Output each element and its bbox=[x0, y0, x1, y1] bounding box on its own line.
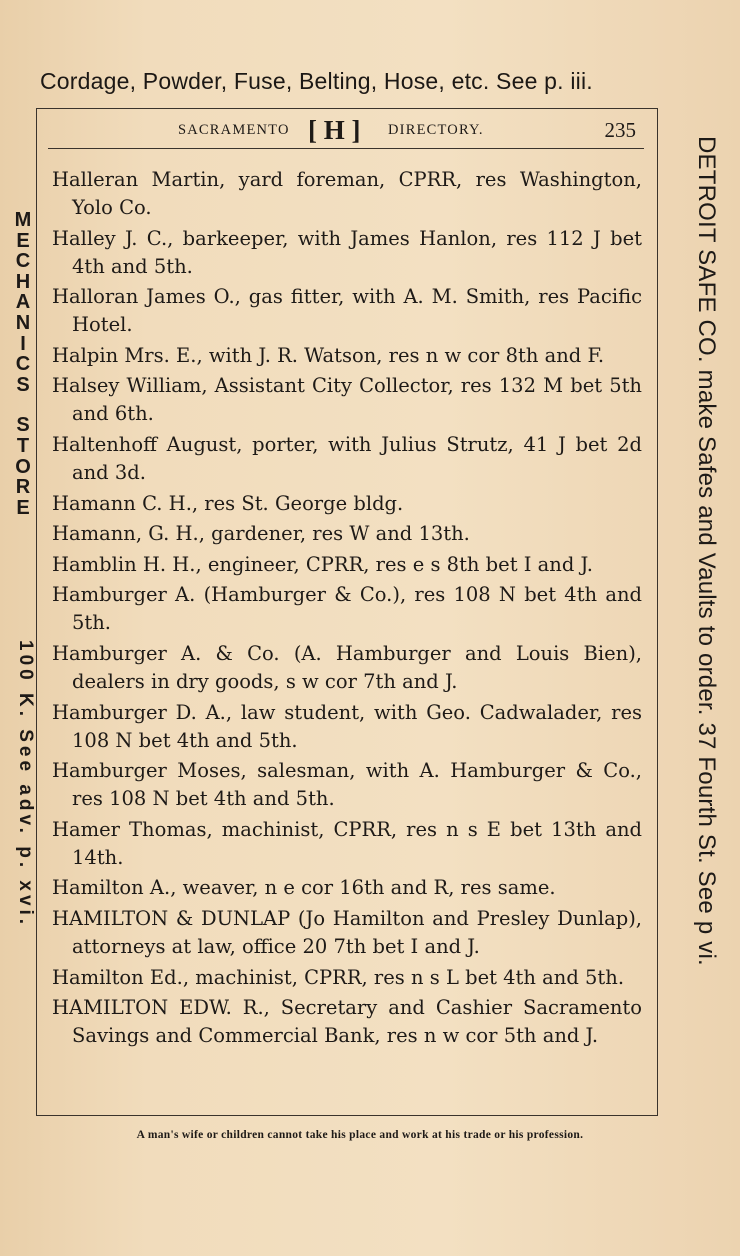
directory-entry: Hamburger A. (Hamburger & Co.), res 108 N bet 4th and 5th. bbox=[52, 583, 642, 635]
left-ad-letter: C bbox=[15, 353, 31, 376]
top-advertisement: Cordage, Powder, Fuse, Belting, Hose, etc. See p. iii. bbox=[40, 68, 593, 94]
left-margin-advertisement-rotated: 100 K. See adv. p. xvi. bbox=[15, 640, 36, 929]
left-ad-letter: I bbox=[20, 332, 26, 355]
directory-entry: HAMILTON & DUNLAP (Jo Hamilton and Presley Dunlap), attorneys at law, office 20 7th bet I and J. bbox=[52, 906, 642, 958]
directory-entry: Hamburger A. & Co. (A. Hamburger and Louis Bien), dealers in dry goods, s w cor 7th and J. bbox=[52, 641, 642, 693]
directory-entry: Hamburger Moses, salesman, with A. Hamburger & Co., res 108 N bet 4th and 5th. bbox=[52, 759, 642, 811]
left-ad-letter: S bbox=[16, 373, 30, 396]
left-ad-letter: T bbox=[16, 434, 30, 457]
page-number: 235 bbox=[604, 118, 636, 142]
footer-motto: A man's wife or children cannot take his place and work at his trade or his profession. bbox=[136, 1129, 584, 1141]
directory-entry: HAMILTON EDW. R., Secretary and Cashier Sacramento Savings and Commercial Bank, res n w cor 5th and J. bbox=[52, 996, 642, 1048]
left-ad-letter bbox=[6, 395, 40, 415]
directory-entry: Hamer Thomas, machinist, CPRR, res n s E bet 13th and 14th. bbox=[52, 817, 642, 869]
header-city: SACRAMENTO bbox=[178, 122, 290, 138]
directory-entry: Hamblin H. H., engineer, CPRR, res e s 8th bet I and J. bbox=[52, 552, 594, 576]
directory-entry: Halleran Martin, yard foreman, CPRR, res Washington, Yolo Co. bbox=[52, 168, 642, 219]
directory-entry: Halpin Mrs. E., with J. R. Watson, res n w cor 8th and F. bbox=[52, 343, 605, 367]
directory-entry: Hamann, G. H., gardener, res W and 13th. bbox=[52, 522, 470, 546]
left-ad-letter: S bbox=[16, 414, 30, 437]
header-letter: [ H ] bbox=[308, 115, 361, 145]
left-ad-letter: E bbox=[16, 229, 30, 252]
left-ad-letter: O bbox=[15, 455, 31, 478]
directory-entries bbox=[52, 166, 642, 1053]
left-ad-letter: R bbox=[15, 476, 31, 499]
directory-entry: Hamann C. H., res St. George bldg. bbox=[52, 491, 404, 515]
left-ad-letter: A bbox=[15, 291, 31, 314]
left-margin-advertisement bbox=[6, 210, 40, 518]
right-margin-advertisement: DETROIT SAFE CO. make Safes and Vaults to order. 37 Fourth St. See p vi. bbox=[693, 136, 720, 966]
directory-entry: Hamilton Ed., machinist, CPRR, res n s L bet 4th and 5th. bbox=[52, 965, 625, 989]
left-ad-letter: M bbox=[14, 209, 32, 231]
left-ad-letter: N bbox=[15, 311, 31, 334]
left-ad-letter: C bbox=[15, 250, 31, 273]
directory-entry: Halley J. C., barkeeper, with James Hanlon, res 112 J bet 4th and 5th. bbox=[52, 226, 642, 278]
directory-entry: Halloran James O., gas fitter, with A. M. Smith, res Pacific Hotel. bbox=[52, 285, 642, 337]
left-ad-letter: H bbox=[15, 270, 31, 293]
left-ad-letter: E bbox=[16, 496, 30, 519]
directory-entry: Hamburger D. A., law student, with Geo. Cadwalader, res 108 N bet 4th and 5th. bbox=[52, 700, 642, 752]
directory-entry: Hamilton A., weaver, n e cor 16th and R, res same. bbox=[52, 876, 556, 900]
running-header bbox=[48, 115, 644, 149]
directory-entry: Halsey William, Assistant City Collector, res 132 M bet 5th and 6th. bbox=[52, 374, 642, 426]
header-title: DIRECTORY. bbox=[388, 122, 484, 138]
directory-entry: Haltenhoff August, porter, with Julius Strutz, 41 J bet 2d and 3d. bbox=[52, 432, 642, 484]
